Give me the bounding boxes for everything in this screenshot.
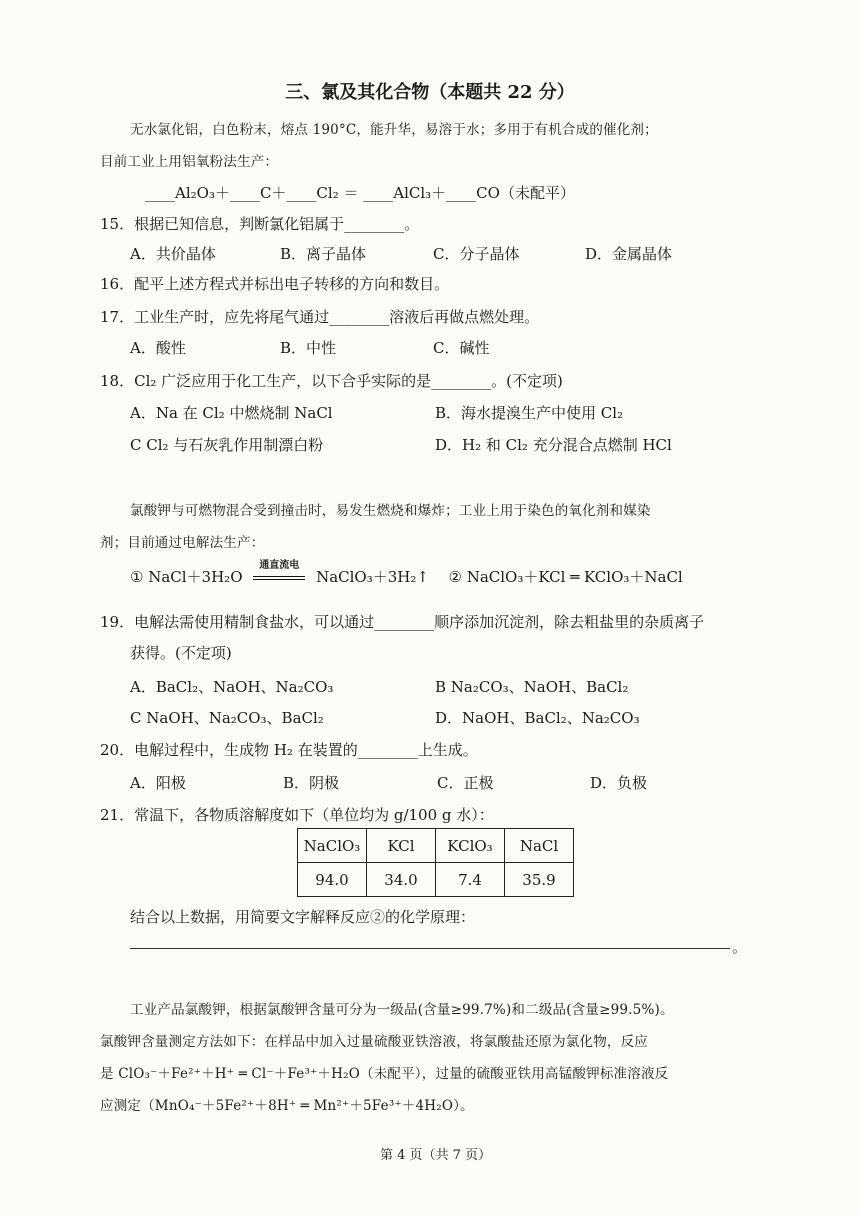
table-header-cell: KCl xyxy=(367,829,436,863)
electrolysis-equations xyxy=(130,560,683,587)
q21-prompt: 结合以上数据，用简要文字解释反应②的化学原理： xyxy=(130,908,476,926)
intro3-line4: 应测定（MnO₄⁻＋5Fe²⁺＋8H⁺ ═ Mn²⁺＋5Fe³⁺＋4H₂O）。 xyxy=(100,1098,474,1114)
q20-option-a: A．阳极 xyxy=(130,774,186,792)
intro2-line1: 氯酸钾与可燃物混合受到撞击时，易发生燃烧和爆炸；工业上用于染色的氧化剂和媒染 xyxy=(130,503,651,519)
intro3-line3: 是 ClO₃⁻＋Fe²⁺＋H⁺ ═ Cl⁻＋Fe³⁺＋H₂O（未配平），过量的硫酸亚铁用高锰酸钾标准溶液反 xyxy=(100,1066,669,1082)
q19-option-d: D．NaOH、BaCl₂、Na₂CO₃ xyxy=(435,709,640,727)
solubility-table xyxy=(297,828,574,897)
q20-option-d: D．负极 xyxy=(590,774,648,792)
table-cell: 35.9 xyxy=(505,863,574,897)
section-title: 三、氯及其化合物（本题共 22 分） xyxy=(285,82,575,103)
table-cell: 34.0 xyxy=(367,863,436,897)
eq2: ② NaClO₃＋KCl ═ KClO₃＋NaCl xyxy=(448,568,683,586)
q17-stem: 17．工业生产时，应先将尾气通过________溶液后再做点燃处理。 xyxy=(100,308,540,326)
q16-stem: 16．配平上述方程式并标出电子转移的方向和数目。 xyxy=(100,275,450,293)
q20-option-c: C．正极 xyxy=(437,774,494,792)
eq1-right: NaClO₃＋3H₂↑ xyxy=(316,568,429,586)
intro2-line2: 剂；目前通过电解法生产： xyxy=(100,535,265,551)
q18-option-d: D．H₂ 和 Cl₂ 充分混合点燃制 HCl xyxy=(435,436,672,454)
intro1-line1: 无水氯化铝，白色粉末，熔点 190°C，能升华，易溶于水；多用于有机合成的催化剂； xyxy=(130,122,658,138)
table-header-row xyxy=(298,829,574,863)
eq1-left: ① NaCl＋3H₂O xyxy=(130,568,243,586)
q20-stem: 20．电解过程中，生成物 H₂ 在装置的________上生成。 xyxy=(100,741,478,759)
q15-option-b: B．离子晶体 xyxy=(280,245,367,263)
q19-stem-line1: 19．电解法需使用精制食盐水，可以通过________顺序添加沉淀剂，除去粗盐里的杂质离子 xyxy=(100,613,705,631)
intro3-line2: 氯酸钾含量测定方法如下：在样品中加入过量硫酸亚铁溶液，将氯酸盐还原为氯化物，反应 xyxy=(100,1034,648,1050)
q19-option-b: B Na₂CO₃、NaOH、BaCl₂ xyxy=(435,678,629,696)
q15-option-a: A．共价晶体 xyxy=(130,245,216,263)
q15-option-d: D．金属晶体 xyxy=(585,245,673,263)
q18-option-a: A．Na 在 Cl₂ 中燃烧制 NaCl xyxy=(130,404,333,422)
equation-al2o3: ____Al₂O₃＋____C＋____Cl₂ ＝ ____AlCl₃＋____CO（未配平） xyxy=(145,184,575,202)
q20-option-b: B．阴极 xyxy=(283,774,340,792)
table-header-cell: NaClO₃ xyxy=(298,829,367,863)
q17-option-a: A．酸性 xyxy=(130,339,186,357)
table-cell: 7.4 xyxy=(436,863,505,897)
page-footer: 第 4 页（共 7 页） xyxy=(380,1148,492,1163)
table-header-cell: KClO₃ xyxy=(436,829,505,863)
answer-line[interactable] xyxy=(130,948,730,949)
q18-stem: 18．Cl₂ 广泛应用于化工生产，以下合乎实际的是________。(不定项) xyxy=(100,372,563,390)
q19-option-a: A．BaCl₂、NaOH、Na₂CO₃ xyxy=(130,678,334,696)
table-cell: 94.0 xyxy=(298,863,367,897)
intro1-line2: 目前工业上用铝氧粉法生产： xyxy=(100,154,279,170)
q18-option-c: C Cl₂ 与石灰乳作用制漂白粉 xyxy=(130,436,324,454)
answer-end-mark: 。 xyxy=(732,938,748,956)
table-row xyxy=(298,863,574,897)
q15-option-c: C．分子晶体 xyxy=(433,245,520,263)
q17-option-c: C．碱性 xyxy=(433,339,490,357)
q18-option-b: B．海水提溴生产中使用 Cl₂ xyxy=(435,404,624,422)
eq1-arrow xyxy=(253,560,305,586)
q19-option-c: C NaOH、Na₂CO₃、BaCl₂ xyxy=(130,709,324,727)
q21-stem: 21．常温下，各物质溶解度如下（单位均为 g/100 g 水）： xyxy=(100,806,494,824)
table-header-cell: NaCl xyxy=(505,829,574,863)
intro3-line1: 工业产品氯酸钾，根据氯酸钾含量可分为一级品(含量≥99.7%)和二级品(含量≥99.5%)。 xyxy=(130,1002,674,1018)
q19-stem-line2: 获得。(不定项) xyxy=(130,644,232,662)
q15-stem: 15．根据已知信息，判断氯化铝属于________。 xyxy=(100,215,420,233)
q17-option-b: B．中性 xyxy=(280,339,337,357)
eq1-condition: 通直流电 xyxy=(259,560,300,571)
